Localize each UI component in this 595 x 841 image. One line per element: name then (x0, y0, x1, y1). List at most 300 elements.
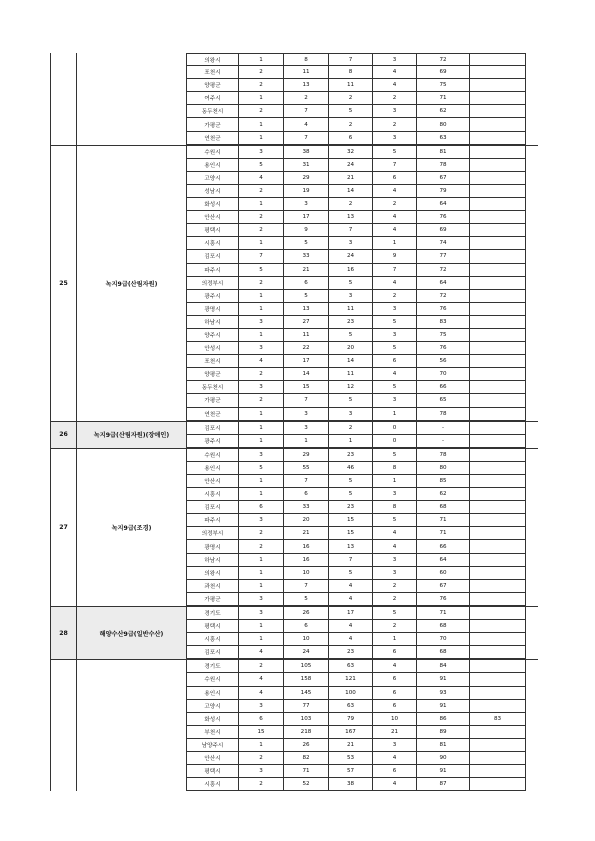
table-row (187, 237, 538, 250)
table-row (187, 540, 538, 553)
value-cell: 68 (417, 646, 470, 659)
value-cell: 4 (373, 79, 417, 92)
value-cell: 24 (329, 159, 373, 172)
value-cell: 2 (373, 620, 417, 633)
value-cell: 81 (417, 739, 470, 752)
value-cell: 5 (329, 329, 373, 342)
value-cell: 22 (284, 342, 329, 355)
value-cell: 78 (417, 408, 470, 421)
value-cell: 90 (417, 752, 470, 765)
value-cell: 23 (329, 449, 373, 462)
value-cell: 2 (373, 580, 417, 593)
region-cell: 부천시 (187, 726, 239, 739)
value-cell: 2 (329, 422, 373, 435)
value-cell: 2 (239, 277, 284, 290)
value-cell: 2 (239, 368, 284, 381)
region-cell: 동두천시 (187, 105, 239, 118)
value-cell: 1 (239, 303, 284, 316)
value-cell: 7 (239, 250, 284, 263)
table-row (187, 264, 538, 277)
value-cell: 65 (417, 394, 470, 407)
region-cell: 안성시 (187, 342, 239, 355)
value-cell (470, 607, 526, 620)
value-cell (470, 381, 526, 394)
value-cell: 72 (417, 264, 470, 277)
value-cell: 6 (373, 673, 417, 686)
value-cell: 1 (284, 435, 329, 448)
region-cell: 수원시 (187, 449, 239, 462)
table-row (187, 449, 538, 462)
value-cell: 15 (284, 381, 329, 394)
value-cell: - (417, 435, 470, 448)
value-cell: 5 (373, 342, 417, 355)
region-cell: 의정부시 (187, 277, 239, 290)
value-cell: 4 (239, 687, 284, 700)
value-cell: 5 (239, 462, 284, 475)
table-row (187, 527, 538, 540)
value-cell: 4 (373, 660, 417, 673)
value-cell: 80 (417, 462, 470, 475)
region-cell: 여주시 (187, 92, 239, 105)
value-cell: 3 (373, 567, 417, 580)
value-cell: 2 (329, 118, 373, 131)
value-cell: 24 (284, 646, 329, 659)
region-cell: 화성시 (187, 198, 239, 211)
value-cell: 2 (239, 752, 284, 765)
value-cell: 1 (239, 435, 284, 448)
value-cell: 5 (373, 316, 417, 329)
value-cell: 6 (284, 488, 329, 501)
value-cell: 85 (417, 475, 470, 488)
value-cell: 13 (329, 540, 373, 553)
value-cell: 14 (329, 355, 373, 368)
table-row (187, 329, 538, 342)
value-cell: 63 (329, 700, 373, 713)
table-row (187, 224, 538, 237)
value-cell (470, 620, 526, 633)
table-row (187, 185, 538, 198)
value-cell: 87 (417, 778, 470, 791)
value-cell: 38 (284, 146, 329, 159)
value-cell: 20 (329, 342, 373, 355)
value-cell: 2 (373, 593, 417, 606)
value-cell (470, 329, 526, 342)
value-cell (470, 394, 526, 407)
value-cell: 105 (284, 660, 329, 673)
value-cell: 103 (284, 713, 329, 726)
value-cell (470, 250, 526, 263)
value-cell: 3 (373, 739, 417, 752)
value-cell: 9 (373, 250, 417, 263)
value-cell: 75 (417, 79, 470, 92)
value-cell (470, 79, 526, 92)
region-cell: 가평군 (187, 118, 239, 131)
value-cell: 3 (239, 342, 284, 355)
value-cell: 16 (284, 540, 329, 553)
value-cell (470, 342, 526, 355)
value-cell: 6 (373, 700, 417, 713)
value-cell: 4 (239, 673, 284, 686)
value-cell (470, 211, 526, 224)
value-cell (470, 132, 526, 145)
value-cell: 6 (373, 765, 417, 778)
region-cell: 의정부시 (187, 527, 239, 540)
value-cell: 20 (284, 514, 329, 527)
value-cell (470, 408, 526, 421)
value-cell: 67 (417, 172, 470, 185)
value-cell: 5 (329, 475, 373, 488)
value-cell: 72 (417, 53, 470, 66)
region-cell: 용인시 (187, 159, 239, 172)
value-cell: 31 (284, 159, 329, 172)
value-cell: 5 (373, 514, 417, 527)
region-cell: 하남시 (187, 316, 239, 329)
value-cell: 26 (284, 739, 329, 752)
table-row (187, 739, 538, 752)
value-cell: 67 (417, 580, 470, 593)
region-cell: 평택시 (187, 765, 239, 778)
value-cell: 2 (373, 92, 417, 105)
value-cell: 1 (239, 408, 284, 421)
value-cell (470, 435, 526, 448)
value-cell: 145 (284, 687, 329, 700)
value-cell: 75 (417, 329, 470, 342)
value-cell: 21 (329, 739, 373, 752)
value-cell: 21 (373, 726, 417, 739)
region-cell: 수원시 (187, 673, 239, 686)
value-cell (470, 488, 526, 501)
value-cell: 79 (417, 185, 470, 198)
region-cell: 안산시 (187, 752, 239, 765)
value-cell: 4 (373, 527, 417, 540)
table-group (50, 145, 538, 421)
value-cell: 2 (239, 66, 284, 79)
value-cell: 23 (329, 646, 373, 659)
value-cell: 91 (417, 673, 470, 686)
value-cell: 158 (284, 673, 329, 686)
group-category: 녹지9급(산림자원)(장애인) (77, 422, 187, 448)
region-cell: 광주시 (187, 435, 239, 448)
value-cell: 2 (239, 540, 284, 553)
table-row (187, 316, 538, 329)
table-row (187, 778, 538, 791)
value-cell: 4 (373, 211, 417, 224)
value-cell: 3 (329, 290, 373, 303)
value-cell: 70 (417, 368, 470, 381)
value-cell: 3 (329, 408, 373, 421)
value-cell: 1 (239, 118, 284, 131)
region-cell: 김포시 (187, 250, 239, 263)
table-row (187, 422, 538, 435)
value-cell: 1 (239, 475, 284, 488)
value-cell: 14 (284, 368, 329, 381)
value-cell: 83 (470, 713, 526, 726)
value-cell: 7 (284, 580, 329, 593)
region-cell: 광명시 (187, 303, 239, 316)
value-cell: 3 (239, 381, 284, 394)
value-cell: 3 (239, 700, 284, 713)
value-cell: 3 (373, 394, 417, 407)
group-category: 녹지9급(조경) (77, 449, 187, 606)
value-cell: 53 (329, 752, 373, 765)
table-row (187, 726, 538, 739)
region-cell: 용인시 (187, 462, 239, 475)
value-cell: 167 (329, 726, 373, 739)
value-cell: 3 (239, 607, 284, 620)
value-cell: 21 (284, 264, 329, 277)
region-cell: 의왕시 (187, 567, 239, 580)
value-cell (470, 580, 526, 593)
value-cell: 6 (284, 620, 329, 633)
value-cell (470, 633, 526, 646)
region-cell: 시흥시 (187, 488, 239, 501)
value-cell: 10 (284, 633, 329, 646)
value-cell: 5 (284, 290, 329, 303)
table-row (187, 462, 538, 475)
value-cell: 3 (239, 514, 284, 527)
value-cell: 24 (329, 250, 373, 263)
group-number: 26 (50, 422, 77, 448)
value-cell: 8 (373, 462, 417, 475)
table-row (187, 620, 538, 633)
table-row (187, 198, 538, 211)
value-cell: 3 (239, 146, 284, 159)
value-cell: 3 (373, 105, 417, 118)
table-row (187, 368, 538, 381)
value-cell: 5 (284, 593, 329, 606)
value-cell: 32 (329, 146, 373, 159)
value-cell (470, 778, 526, 791)
region-cell: 양주시 (187, 329, 239, 342)
region-cell: 하남시 (187, 554, 239, 567)
group-category: 해양수산9급(일반수산) (77, 607, 187, 659)
value-cell: 3 (373, 554, 417, 567)
value-cell: 86 (417, 713, 470, 726)
value-cell: 7 (329, 224, 373, 237)
region-cell: 성남시 (187, 185, 239, 198)
value-cell (470, 185, 526, 198)
table-row (187, 394, 538, 407)
value-cell: 1 (239, 132, 284, 145)
value-cell: 7 (284, 394, 329, 407)
value-cell (470, 159, 526, 172)
table-row (187, 277, 538, 290)
value-cell (470, 514, 526, 527)
table-row (187, 580, 538, 593)
value-cell: 1 (329, 435, 373, 448)
value-cell: 82 (284, 752, 329, 765)
table-row (187, 646, 538, 659)
table-row (187, 92, 538, 105)
value-cell (470, 475, 526, 488)
value-cell: 5 (373, 381, 417, 394)
value-cell: 29 (284, 449, 329, 462)
value-cell: 4 (373, 778, 417, 791)
value-cell (470, 554, 526, 567)
value-cell (470, 198, 526, 211)
value-cell: 100 (329, 687, 373, 700)
value-cell: 1 (239, 92, 284, 105)
value-cell: 71 (417, 607, 470, 620)
table-group (50, 53, 538, 145)
region-cell: 연천군 (187, 408, 239, 421)
value-cell (470, 660, 526, 673)
region-cell: 동두천시 (187, 381, 239, 394)
region-cell: 안산시 (187, 211, 239, 224)
value-cell: 5 (239, 159, 284, 172)
value-cell: 5 (329, 105, 373, 118)
region-cell: 김포시 (187, 422, 239, 435)
value-cell: - (417, 422, 470, 435)
value-cell: 29 (284, 172, 329, 185)
value-cell: 15 (329, 527, 373, 540)
value-cell: 66 (417, 381, 470, 394)
table-row (187, 633, 538, 646)
value-cell: 1 (239, 633, 284, 646)
value-cell: 3 (373, 488, 417, 501)
region-cell: 남양주시 (187, 739, 239, 752)
value-cell: 4 (329, 580, 373, 593)
value-cell: 3 (239, 765, 284, 778)
group-category: 녹지9급(산림자원) (77, 146, 187, 421)
value-cell: 69 (417, 224, 470, 237)
value-cell: 7 (284, 475, 329, 488)
table-row (187, 514, 538, 527)
value-cell: 3 (284, 422, 329, 435)
value-cell: 2 (284, 92, 329, 105)
table-row (187, 132, 538, 145)
value-cell: 5 (329, 488, 373, 501)
value-cell: 7 (373, 159, 417, 172)
value-cell: 6 (329, 132, 373, 145)
table-row (187, 118, 538, 131)
value-cell: 1 (373, 475, 417, 488)
region-cell: 연천군 (187, 132, 239, 145)
value-cell: 62 (417, 488, 470, 501)
value-cell: 2 (329, 198, 373, 211)
table-group (50, 421, 538, 448)
value-cell (470, 316, 526, 329)
table-group (50, 606, 538, 659)
value-cell: 1 (373, 408, 417, 421)
value-cell: 5 (329, 394, 373, 407)
value-cell: 2 (239, 660, 284, 673)
value-cell (470, 237, 526, 250)
value-cell: 16 (329, 264, 373, 277)
value-cell: 1 (239, 290, 284, 303)
table-row (187, 687, 538, 700)
table-row (187, 752, 538, 765)
value-cell: 2 (329, 92, 373, 105)
value-cell: 15 (239, 726, 284, 739)
value-cell: 6 (284, 277, 329, 290)
value-cell: 71 (417, 527, 470, 540)
value-cell (470, 739, 526, 752)
value-cell: 17 (329, 607, 373, 620)
group-category (77, 53, 187, 145)
value-cell (470, 355, 526, 368)
region-cell: 김포시 (187, 501, 239, 514)
value-cell: 13 (284, 79, 329, 92)
table-row (187, 355, 538, 368)
region-cell: 의왕시 (187, 53, 239, 66)
value-cell: 1 (239, 198, 284, 211)
value-cell: 6 (373, 355, 417, 368)
value-cell: 8 (329, 66, 373, 79)
table-row (187, 673, 538, 686)
value-cell: 78 (417, 449, 470, 462)
value-cell: 3 (239, 593, 284, 606)
value-cell: 3 (284, 198, 329, 211)
value-cell: 38 (329, 778, 373, 791)
value-cell: 80 (417, 118, 470, 131)
value-cell: 76 (417, 593, 470, 606)
value-cell: 3 (329, 237, 373, 250)
value-cell: 19 (284, 185, 329, 198)
table-row (187, 660, 538, 673)
value-cell: 72 (417, 290, 470, 303)
value-cell: 11 (284, 329, 329, 342)
value-cell: 12 (329, 381, 373, 394)
value-cell: 27 (284, 316, 329, 329)
value-cell: 1 (239, 422, 284, 435)
value-cell (470, 368, 526, 381)
group-number: 28 (50, 607, 77, 659)
value-cell: 218 (284, 726, 329, 739)
value-cell (470, 646, 526, 659)
value-cell: 55 (284, 462, 329, 475)
value-cell (470, 540, 526, 553)
value-cell (470, 172, 526, 185)
region-cell: 경기도 (187, 607, 239, 620)
table-row (187, 146, 538, 159)
value-cell: 1 (239, 488, 284, 501)
table-row (187, 435, 538, 448)
table-row (187, 501, 538, 514)
value-cell: 1 (239, 739, 284, 752)
value-cell: 4 (373, 752, 417, 765)
region-cell: 평택시 (187, 620, 239, 633)
region-cell: 가평군 (187, 394, 239, 407)
value-cell: 89 (417, 726, 470, 739)
table-row (187, 475, 538, 488)
value-cell: 4 (239, 646, 284, 659)
table-row (187, 159, 538, 172)
value-cell (470, 687, 526, 700)
value-cell (470, 118, 526, 131)
value-cell: 6 (373, 172, 417, 185)
table-row (187, 567, 538, 580)
value-cell (470, 92, 526, 105)
value-cell: 77 (417, 250, 470, 263)
value-cell (470, 765, 526, 778)
value-cell: 10 (373, 713, 417, 726)
group-number: 25 (50, 146, 77, 421)
value-cell: 2 (239, 105, 284, 118)
value-cell: 8 (373, 501, 417, 514)
value-cell: 5 (284, 237, 329, 250)
value-cell: 4 (329, 620, 373, 633)
table-row (187, 713, 538, 726)
region-cell: 과천시 (187, 580, 239, 593)
table-row (187, 303, 538, 316)
value-cell: 4 (329, 633, 373, 646)
value-cell: 3 (373, 303, 417, 316)
region-cell: 포천시 (187, 66, 239, 79)
value-cell: 4 (373, 224, 417, 237)
region-cell: 용인시 (187, 687, 239, 700)
value-cell (470, 527, 526, 540)
